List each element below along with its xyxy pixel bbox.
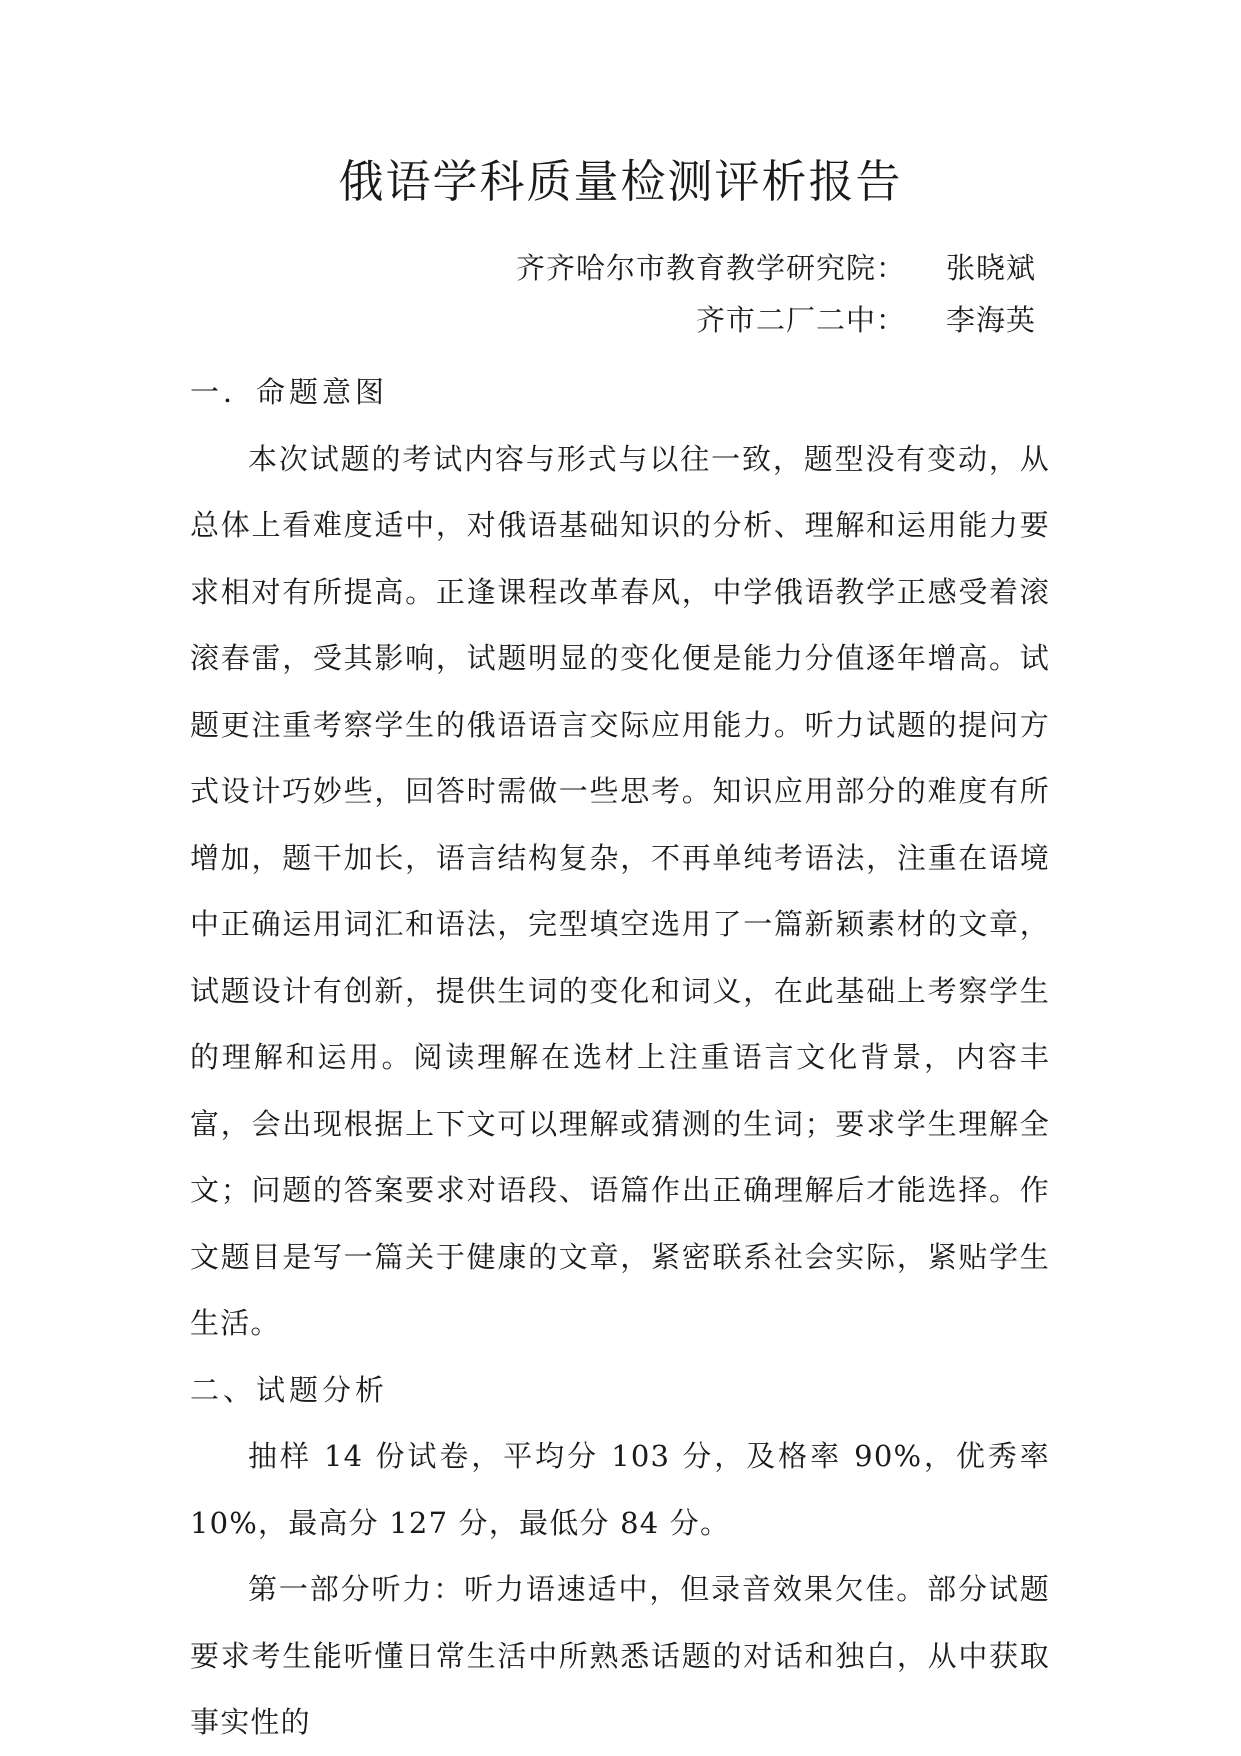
author-affiliation: 齐市二厂二中： xyxy=(695,303,906,337)
paragraph-listening: 第一部分听力：听力语速适中，但录音效果欠佳。部分试题要求考生能听懂日常生活中所熟悉话题的对话和独白，从中获取事实性的 xyxy=(190,1572,1050,1739)
section-heading-2: 二、试题分析 xyxy=(190,1372,389,1407)
paragraph-intent: 本次试题的考试内容与形式与以往一致，题型没有变动，从总体上看难度适中，对俄语基础知识的分析、理解和运用能力要求相对有所提高。正逢课程改革春风，中学俄语教学正感受着滚滚春雷，受其影响，试题明显的变化便是能力分值逐年增高。试题更注重考察学生的俄语语言交际应用能力。听力试题的提问方式设计巧妙些，回答时需做一些思考。知识应用部分的难度有所增加，题干加长，语言结构复杂，不再单纯考语法，注重在语境中正确运用词汇和语法，完型填空选用了一篇新颖素材的文章，试题设计有创新，提供生词的变化和词义，在此基础上考察学生的理解和运用。阅读理解在选材上注重语言文化背景，内容丰富，会出现根据上下文可以理解或猜测的生词；要求学生理解全文；问题的答案要求对语段、语篇作出正确理解后才能选择。作文题目是写一篇关于健康的文章，紧密联系社会实际，紧贴学生生活。 xyxy=(190,441,1050,1340)
author-affiliation: 齐齐哈尔市教育教学研究院： xyxy=(515,251,906,285)
document-title: 俄语学科质量检测评析报告 xyxy=(338,155,903,208)
author-name: 李海英 xyxy=(945,303,1036,337)
paragraph-statistics: 抽样 14 份试卷，平均分 103 分，及格率 90%，优秀率 10%，最高分 127 分，最低分 84 分。 xyxy=(190,1439,1050,1540)
author-line-1 xyxy=(516,248,1036,288)
section-heading-1: 一．命题意图 xyxy=(190,375,389,409)
author-line-2 xyxy=(696,300,1036,340)
document-body xyxy=(190,359,1050,1756)
author-name: 张晓斌 xyxy=(945,251,1036,285)
